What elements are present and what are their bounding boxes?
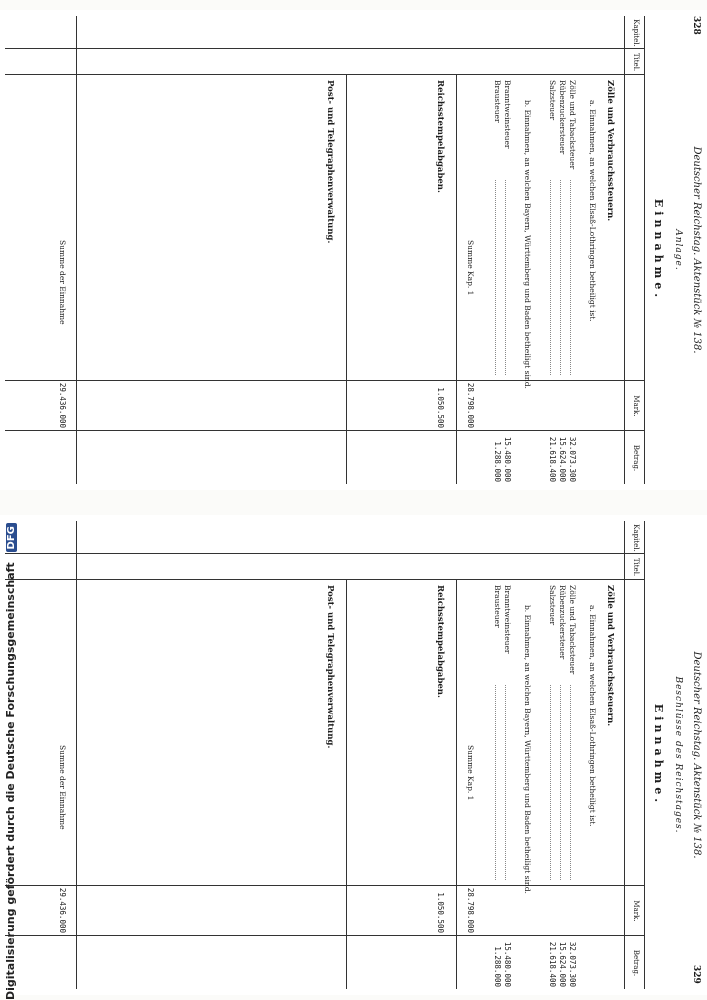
leader-dots <box>495 685 496 880</box>
line-item: Brausteuer <box>493 585 502 628</box>
col-titel: Titel. <box>632 52 640 72</box>
rule <box>624 16 625 484</box>
leader-dots <box>560 685 561 880</box>
page-subtitle: Beschlüsse des Reichstages. <box>673 676 683 834</box>
column-divider <box>5 48 645 49</box>
amount: 1.288.000 <box>493 946 502 987</box>
total-label: Summe der Einnahme <box>58 240 67 325</box>
sub-heading-a: a. Einnahmen, an welchen Elsaß-Lothringen betheiligt ist. <box>588 605 597 827</box>
line-item: Branntweinsteuer <box>503 585 512 654</box>
heading-2: Reichsstempelabgaben. <box>435 80 445 193</box>
footer-text-wrap <box>4 526 26 1000</box>
amount: 21.618.400 <box>548 941 557 987</box>
rule <box>624 521 625 989</box>
column-divider <box>5 885 645 886</box>
rule <box>76 16 77 484</box>
digitization-footer <box>0 526 30 1000</box>
rule <box>346 74 347 484</box>
col-betrag: Betrag. <box>632 949 640 977</box>
page-number: 328 <box>691 16 701 35</box>
heading-2: Reichsstempelabgaben. <box>435 585 445 698</box>
rule <box>346 579 347 989</box>
page-subtitle: Anlage. <box>673 229 683 271</box>
running-head: Deutscher Reichstag. Aktenstück № 138. <box>691 146 702 354</box>
col-betrag: Betrag. <box>632 444 640 472</box>
line-item: Zölle und Tabacksteuer <box>568 585 577 675</box>
amount: 32.073.300 <box>568 941 577 987</box>
amount: 32.073.300 <box>568 436 577 482</box>
col-kapitel: Kapitel. <box>632 19 640 47</box>
column-divider <box>5 74 645 75</box>
column-divider <box>5 553 645 554</box>
line-item: Salzsteuer <box>548 585 557 626</box>
amount: 1.050.500 <box>436 892 445 933</box>
leader-dots <box>570 685 571 880</box>
amount: 28.798.000 <box>466 382 475 428</box>
dfg-logo: DFG <box>6 523 17 552</box>
page-329 <box>0 515 707 995</box>
amount: 15.480.000 <box>503 941 512 987</box>
sub-heading-a: a. Einnahmen, an welchen Elsaß-Lothringen betheiligt ist. <box>588 100 597 322</box>
leader-dots <box>550 685 551 880</box>
amount: 1.050.500 <box>436 387 445 428</box>
column-divider <box>5 579 645 580</box>
leader-dots <box>560 180 561 375</box>
line-item: Rübenzuckersteuer <box>558 80 567 155</box>
footer-text: Digitalisierung gefördert durch die Deutsche Forschungsgemeinschaft <box>4 562 17 1000</box>
col-kapitel: Kapitel. <box>632 524 640 552</box>
section-title: Einnahme. <box>652 703 665 807</box>
amount: 15.624.000 <box>558 436 567 482</box>
leader-dots <box>495 180 496 375</box>
amount: 1.288.000 <box>493 441 502 482</box>
amount: 28.798.000 <box>466 887 475 933</box>
total-amount: 29.436.000 <box>58 887 67 933</box>
line-item: Salzsteuer <box>548 80 557 121</box>
rule <box>644 521 645 989</box>
sub-heading-b: b. Einnahmen, an welchen Bayern, Württemberg und Baden betheiligt sind. <box>523 100 532 389</box>
leader-dots <box>505 180 506 375</box>
sub-heading-b: b. Einnahmen, an welchen Bayern, Württemberg und Baden betheiligt sind. <box>523 605 532 894</box>
line-item: Branntweinsteuer <box>503 80 512 149</box>
col-mark: Mark. <box>632 900 640 922</box>
rule <box>76 521 77 989</box>
rule <box>456 74 457 484</box>
page-328 <box>0 10 707 490</box>
heading-3: Post- und Telegraphenverwaltung. <box>325 585 335 749</box>
heading-1: Zölle und Verbrauchssteuern. <box>605 80 615 222</box>
col-titel: Titel. <box>632 557 640 577</box>
rule <box>644 16 645 484</box>
leader-dots <box>550 180 551 375</box>
running-head: Deutscher Reichstag. Aktenstück № 138. <box>691 651 702 859</box>
subtotal-label: Summe Kap. 1 <box>466 745 475 801</box>
page-number: 329 <box>691 965 701 984</box>
leader-dots <box>570 180 571 375</box>
page-328-rotated <box>0 10 707 490</box>
column-divider <box>5 380 645 381</box>
column-divider <box>5 935 645 936</box>
subtotal-label: Summe Kap. 1 <box>466 240 475 296</box>
heading-3: Post- und Telegraphenverwaltung. <box>325 80 335 244</box>
amount: 15.480.000 <box>503 436 512 482</box>
line-item: Zölle und Tabacksteuer <box>568 80 577 170</box>
total-label: Summe der Einnahme <box>58 745 67 830</box>
amount: 15.624.000 <box>558 941 567 987</box>
amount: 21.618.400 <box>548 436 557 482</box>
line-item: Rübenzuckersteuer <box>558 585 567 660</box>
leader-dots <box>505 685 506 880</box>
rule <box>456 579 457 989</box>
line-item: Brausteuer <box>493 80 502 123</box>
heading-1: Zölle und Verbrauchssteuern. <box>605 585 615 727</box>
column-divider <box>5 430 645 431</box>
total-amount: 29.436.000 <box>58 382 67 428</box>
col-mark: Mark. <box>632 395 640 417</box>
section-title: Einnahme. <box>652 198 665 302</box>
page-329-rotated <box>0 515 707 995</box>
